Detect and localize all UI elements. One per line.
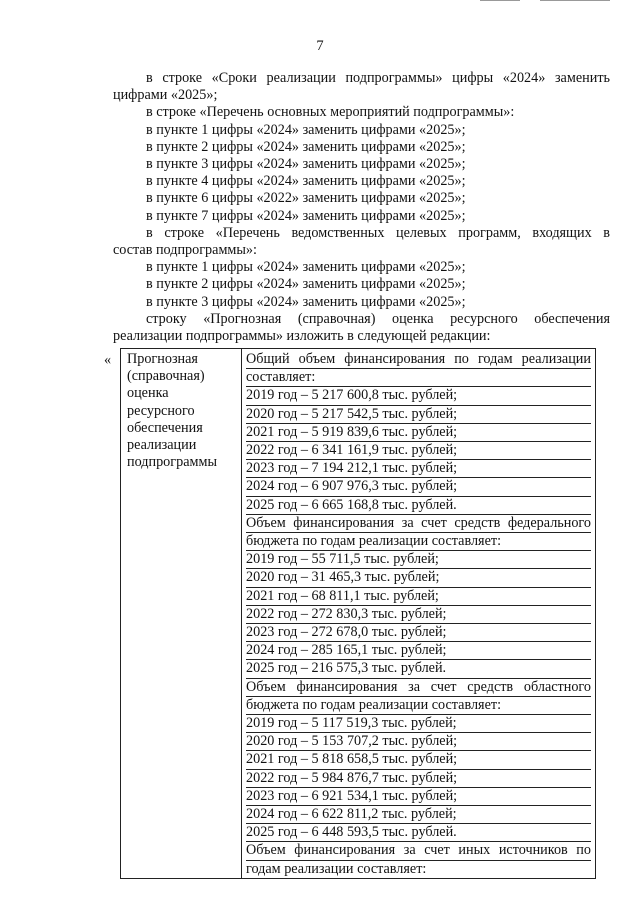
value-line: 2020 год – 5 153 707,2 тыс. рублей;	[246, 733, 591, 751]
value-line: составляет:	[246, 369, 591, 387]
paragraph-line: в пункте 3 цифры «2024» заменить цифрами «2025»;	[146, 156, 466, 173]
value-line: 2023 год – 7 194 212,1 тыс. рублей;	[246, 460, 591, 478]
value-line: бюджета по годам реализации составляет:	[246, 697, 591, 715]
label-line: ресурсного	[127, 402, 195, 419]
value-line: 2021 год – 5 818 658,5 тыс. рублей;	[246, 751, 591, 769]
value-line: 2022 год – 5 984 876,7 тыс. рублей;	[246, 770, 591, 788]
value-line: 2023 год – 6 921 534,1 тыс. рублей;	[246, 788, 591, 806]
paragraph-line: в пункте 6 цифры «2022» заменить цифрами «2025»;	[146, 190, 466, 207]
label-line: обеспечения	[127, 419, 203, 436]
value-line: 2019 год – 5 217 600,8 тыс. рублей;	[246, 387, 591, 405]
paragraph-line: в пункте 1 цифры «2024» заменить цифрами «2025»;	[146, 121, 466, 138]
label-line: оценка	[127, 385, 169, 402]
paragraph-line: состав подпрограммы»:	[113, 242, 257, 259]
value-line: 2019 год – 5 117 519,3 тыс. рублей;	[246, 715, 591, 733]
label-line: Прогнозная	[127, 351, 198, 367]
value-line: 2019 год – 55 711,5 тыс. рублей;	[246, 551, 591, 569]
value-line: 2025 год – 6 448 593,5 тыс. рублей.	[246, 824, 591, 842]
label-line: (справочная)	[127, 368, 205, 385]
paragraph-line: в строке «Сроки реализации подпрограммы» цифры «2024» заменить	[146, 70, 610, 86]
paragraph-line: в пункте 4 цифры «2024» заменить цифрами «2025»;	[146, 173, 466, 190]
value-line: 2020 год – 5 217 542,5 тыс. рублей;	[246, 406, 591, 424]
paragraph-line: в строке «Перечень ведомственных целевых программ, входящих в	[146, 224, 610, 241]
value-line: 2025 год – 6 665 168,8 тыс. рублей.	[246, 497, 591, 515]
value-line: Общий объем финансирования по годам реализации	[246, 351, 591, 369]
table-row	[121, 349, 596, 879]
value-line: 2022 год – 6 341 161,9 тыс. рублей;	[246, 442, 591, 460]
paragraph-line: в пункте 2 цифры «2024» заменить цифрами «2025»;	[146, 276, 466, 293]
value-line: 2023 год – 272 678,0 тыс. рублей;	[246, 624, 591, 642]
passport-table	[120, 348, 596, 879]
page-number: 7	[316, 38, 324, 54]
paragraph-line: цифрами «2025»;	[113, 87, 218, 104]
value-line: 2025 год – 216 575,3 тыс. рублей.	[246, 660, 591, 678]
paragraph-line: реализации подпрограммы» изложить в следующей редакции:	[113, 328, 491, 345]
label-line: подпрограммы	[127, 454, 217, 471]
value-line: 2020 год – 31 465,3 тыс. рублей;	[246, 569, 591, 587]
opening-quote-mark: «	[104, 352, 112, 368]
value-line: Объем финансирования за счет иных источников по	[246, 842, 591, 860]
paragraph-line: в пункте 7 цифры «2024» заменить цифрами «2025»;	[146, 207, 466, 224]
paragraph-line: в пункте 1 цифры «2024» заменить цифрами «2025»;	[146, 259, 466, 276]
value-line: годам реализации составляет:	[246, 860, 427, 877]
scan-edge-marks	[480, 0, 630, 2]
value-line: Объем финансирования за счет средств федерального	[246, 515, 591, 533]
label-line: реализации	[127, 437, 197, 454]
paragraph-line: в строке «Перечень основных мероприятий подпрограммы»:	[146, 104, 515, 121]
amendment-text	[113, 70, 610, 345]
value-line: 2021 год – 5 919 839,6 тыс. рублей;	[246, 424, 591, 442]
value-line: 2021 год – 68 811,1 тыс. рублей;	[246, 588, 591, 606]
row-value-cell	[242, 349, 596, 879]
value-line: 2022 год – 272 830,3 тыс. рублей;	[246, 606, 591, 624]
value-line: 2024 год – 285 165,1 тыс. рублей;	[246, 642, 591, 660]
value-line: Объем финансирования за счет средств областного	[246, 679, 591, 697]
paragraph-line: строку «Прогнозная (справочная) оценка ресурсного обеспечения	[146, 310, 610, 327]
paragraph-line: в пункте 2 цифры «2024» заменить цифрами «2025»;	[146, 138, 466, 155]
value-line: 2024 год – 6 907 976,3 тыс. рублей;	[246, 478, 591, 496]
row-label-cell	[121, 349, 242, 879]
paragraph-line: в пункте 3 цифры «2024» заменить цифрами «2025»;	[146, 293, 466, 310]
value-line: 2024 год – 6 622 811,2 тыс. рублей;	[246, 806, 591, 824]
value-line: бюджета по годам реализации составляет:	[246, 533, 591, 551]
